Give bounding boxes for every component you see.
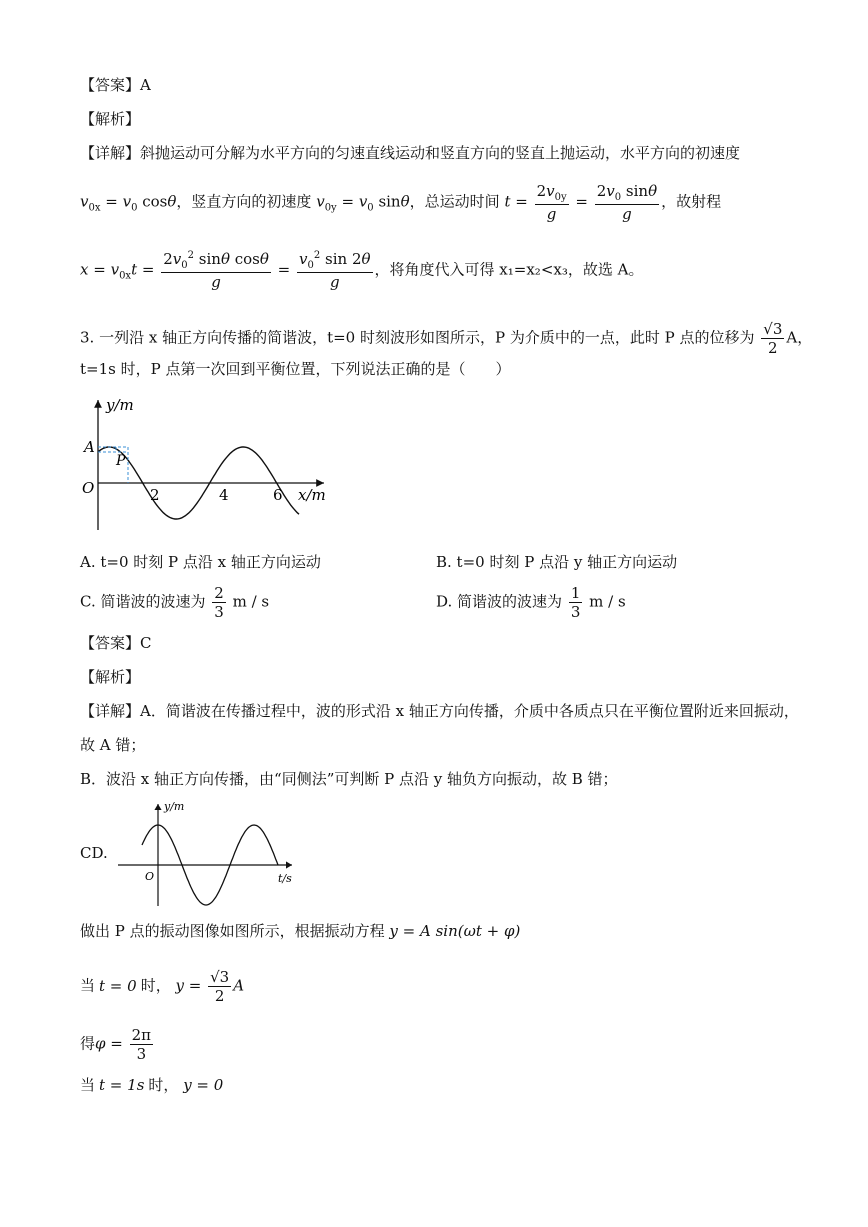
- answer-label-1: 【答案】A: [80, 76, 151, 94]
- detail-2-line-4-text: 做出 P 点的振动图像如图所示，根据振动方程: [80, 922, 385, 940]
- sqrt3-over-2-fraction: $\frac{√3}{2}$: [763, 320, 783, 357]
- detail-1-line-1: 【详解】斜抛运动可分解为水平方向的匀速直线运动和竖直方向的竖直上抛运动，水平方向的初速度: [80, 144, 741, 162]
- option-a: A. t=0 时刻 P 点沿 x 轴正方向运动: [80, 553, 321, 571]
- time-fraction-1: $\frac{2v_{0y}}{g}$: [536, 182, 567, 223]
- when-t1-line: 当 t = 1s 时， y = 0: [80, 1076, 224, 1094]
- cd-label: CD.: [80, 844, 108, 862]
- detail-2-line-3: B．波沿 x 轴正方向传播，由“同侧法”可判断 P 点沿 y 轴负方向振动，故 B 错；: [80, 770, 618, 788]
- detail-1-vx-text: ，竖直方向的初速度: [176, 192, 312, 211]
- vibration-equation: y = A sin(ωt + φ): [389, 922, 521, 940]
- question-3-text-a: 3. 一列沿 x 轴正方向传播的简谐波，t=0 时刻波形如图所示，P 为介质中的一点，此时 P 点的位移为: [80, 328, 755, 347]
- option-d-unit: m / s: [589, 592, 626, 611]
- question-3-text-b: A，: [786, 328, 813, 347]
- option-c: [80, 584, 269, 621]
- graph1-amplitude-label: A: [84, 438, 95, 456]
- graph2-t-label: t/s: [278, 872, 292, 885]
- option-d: [436, 584, 626, 621]
- graph1-origin-label: O: [82, 479, 95, 497]
- graph1-tick-6: 6: [273, 486, 283, 504]
- option-b: B. t=0 时刻 P 点沿 y 轴正方向运动: [436, 553, 678, 571]
- detail-1-range-text: ，故射程: [661, 192, 722, 211]
- option-c-fraction: $\frac{2}{3}$: [214, 584, 224, 621]
- detail-2-line-4: [80, 922, 520, 940]
- sqrt3-over-2-fraction-2: $\frac{√3}{2}$: [210, 968, 230, 1005]
- detail-1-vy-text: ，总运动时间: [409, 192, 500, 211]
- phi-result-line: 得φ = $\frac{2\pi}{3}$: [80, 1026, 152, 1063]
- analysis-label-1: 【解析】: [80, 110, 141, 128]
- time-fraction-2: $\frac{2v_0 \sin\theta}{g}$: [596, 182, 658, 223]
- graph1-tick-2: 2: [150, 486, 160, 504]
- graph2-y-label: y/m: [164, 800, 185, 813]
- question-3-line-1: [80, 320, 812, 357]
- graph2-origin-label: O: [145, 870, 155, 883]
- option-d-fraction: $\frac{1}{3}$: [570, 584, 581, 621]
- graph1-tick-4: 4: [219, 486, 229, 504]
- answer-label-2: 【答案】C: [80, 634, 152, 652]
- phi-fraction: $\frac{2\pi}{3}$: [131, 1026, 152, 1063]
- detail-2-line-1: 【详解】A．简谐波在传播过程中，波的形式沿 x 轴正方向传播，介质中各质点只在平衡位置附近来回振动，: [80, 702, 799, 720]
- vibration-graph: [116, 798, 306, 908]
- detail-1-conclusion: ，将角度代入可得 x₁=x₂<x₃，故选 A。: [374, 260, 644, 279]
- range-fraction-1: $\frac{2v_0^2 \sin\theta \cos\theta}{g}$: [163, 250, 269, 291]
- analysis-label-2: 【解析】: [80, 668, 141, 686]
- graph1-y-label: y/m: [106, 396, 134, 414]
- range-fraction-2: $\frac{v_0^2 \sin 2\theta}{g}$: [299, 250, 371, 291]
- question-3-line-2: t=1s 时，P 点第一次回到平衡位置，下列说法正确的是（ ）: [80, 360, 511, 378]
- detail-2-line-2: 故 A 错；: [80, 736, 146, 754]
- detail-1-line-2: $v_{0x} = v_0$ cosθ，竖直方向的初速度 $v_{0y} = v_0$ sinθ，总运动时间 t = $\frac{2v_{0y}}{g}$ = $\frac{2v_0 \sin\theta}{g}$ ，故射程: [80, 182, 722, 223]
- graph1-x-label: x/m: [298, 486, 326, 504]
- option-d-text: D. 简谐波的波速为: [436, 592, 563, 611]
- detail-1-line-3: $x = v_{0x}t$ = $\frac{2v_0^2 \sin\theta \cos\theta}{g}$ = $\frac{v_0^2 \sin 2\theta}{g}$ ，将角度代入可得 x₁=x₂<x₃，故选 A。: [80, 250, 644, 291]
- option-c-text: C. 简谐波的波速为: [80, 592, 206, 611]
- option-c-unit: m / s: [232, 592, 270, 611]
- graph1-point-p-label: P: [116, 453, 126, 469]
- when-t0-line: 当 t = 0 时， y = $\frac{√3}{2}$ A: [80, 968, 245, 1005]
- wave-graph: [76, 390, 336, 540]
